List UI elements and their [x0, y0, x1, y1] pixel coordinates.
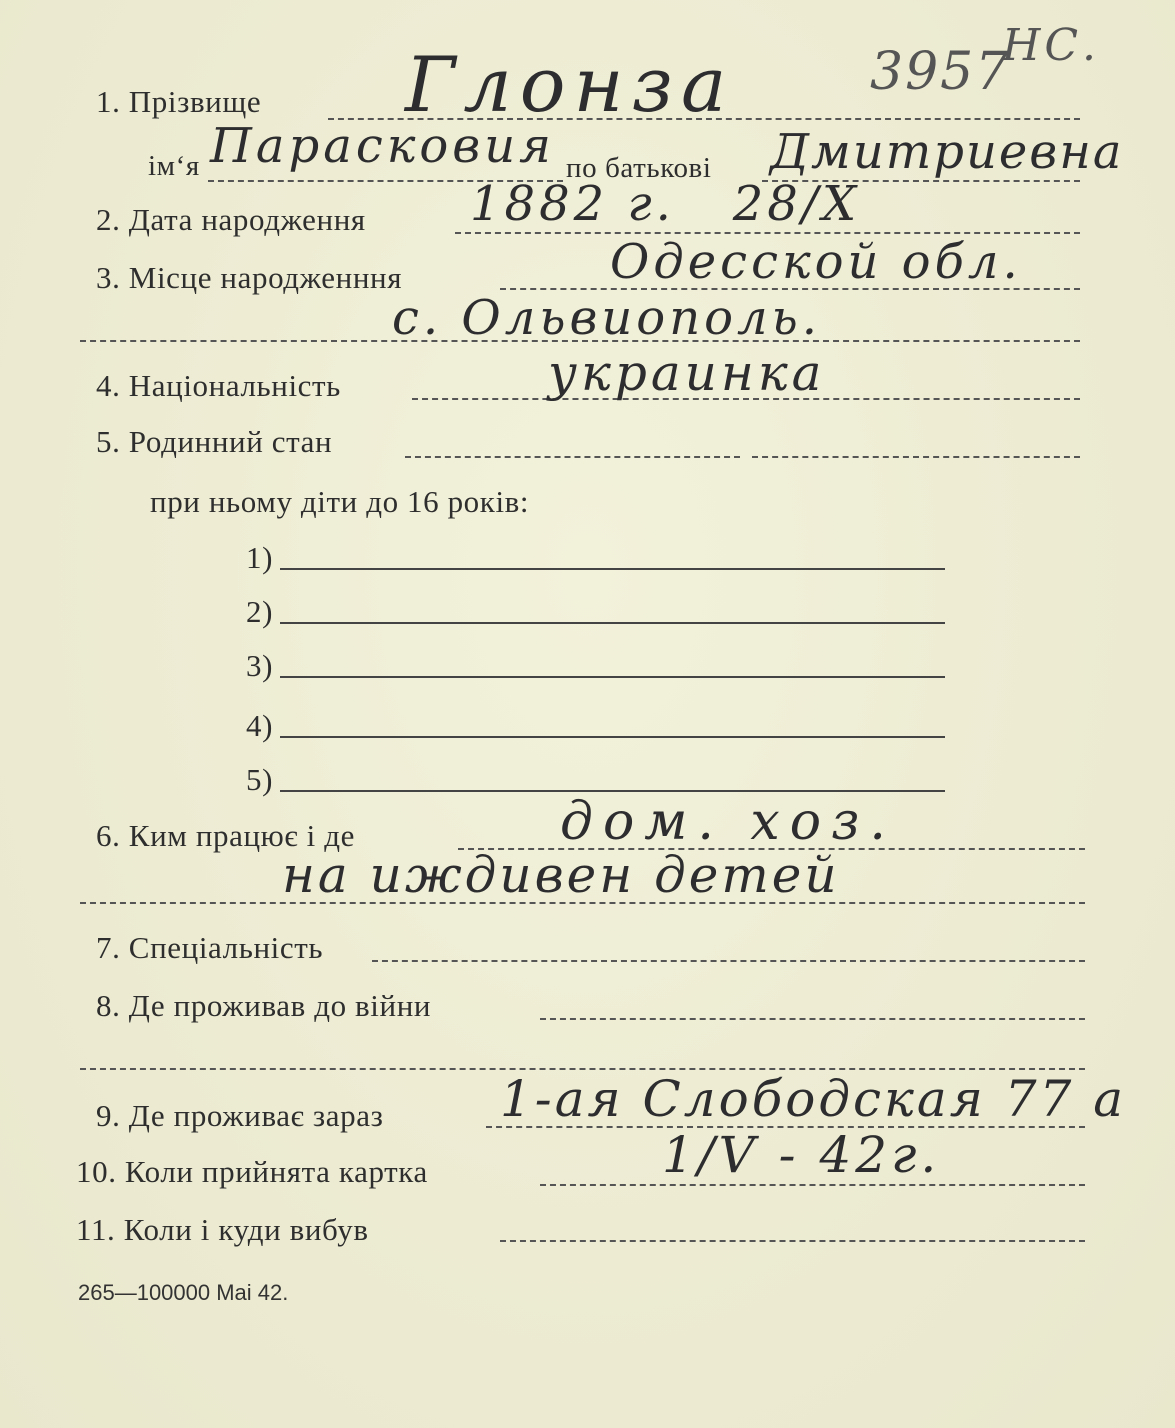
name-value: Парасковия	[210, 118, 555, 174]
departure-line	[500, 1240, 1085, 1242]
children-label: при ньому діти до 16 років:	[150, 484, 530, 519]
print-code: 265—100000 Mai 42.	[78, 1280, 289, 1305]
birth-place-label: 3. Місце народженння	[96, 260, 403, 295]
child-number-5: 5)	[246, 762, 274, 797]
work-value-2: на иждивен детей	[282, 846, 840, 904]
card-date-value: 1/V - 42г.	[662, 1126, 941, 1184]
birth-date-value: 1882 г. 28/Х	[470, 176, 861, 232]
child-number-3: 3)	[246, 648, 274, 683]
child-number-2: 2)	[246, 594, 274, 629]
card-number: 3957	[870, 42, 1011, 102]
child-number-4: 4)	[246, 708, 274, 743]
nationality-label: 4. Національність	[96, 368, 341, 403]
card-date-label: 10. Коли прийнята картка	[76, 1154, 428, 1189]
surname-label: 1. Прізвище	[96, 84, 262, 119]
family-label: 5. Родинний стан	[96, 424, 333, 459]
family-line-2	[752, 456, 1080, 458]
child-number-1: 1)	[246, 540, 274, 575]
prewar-line-1	[540, 1018, 1085, 1020]
birth-place-value-2: с. Ольвиополь.	[392, 290, 821, 346]
patronymic-value: Дмитриевна	[770, 124, 1124, 180]
work-label: 6. Ким працює і де	[96, 818, 355, 853]
birth-date-label: 2. Дата народження	[96, 202, 366, 237]
child-line-3	[280, 676, 945, 678]
family-line-1	[405, 456, 740, 458]
departure-label: 11. Коли і куди вибув	[76, 1212, 369, 1247]
work-value-1: дом. хоз.	[560, 792, 896, 852]
nationality-value: украинка	[548, 344, 826, 402]
card-mark: НС.	[1002, 20, 1101, 71]
card-date-line	[540, 1184, 1085, 1186]
child-line-4	[280, 736, 945, 738]
current-value: 1-ая Слободская 77 а	[500, 1070, 1127, 1128]
surname-value: Глонза	[405, 40, 735, 129]
specialty-line	[372, 960, 1085, 962]
patronymic-label: по батькові	[566, 152, 712, 184]
specialty-label: 7. Спеціальність	[96, 930, 324, 965]
child-line-2	[280, 622, 945, 624]
current-label: 9. Де проживає зараз	[96, 1098, 384, 1133]
name-label: ім‘я	[148, 150, 200, 182]
child-line-1	[280, 568, 945, 570]
prewar-label: 8. Де проживав до війни	[96, 988, 432, 1023]
birth-place-value-1: Одесской обл.	[610, 234, 1022, 290]
